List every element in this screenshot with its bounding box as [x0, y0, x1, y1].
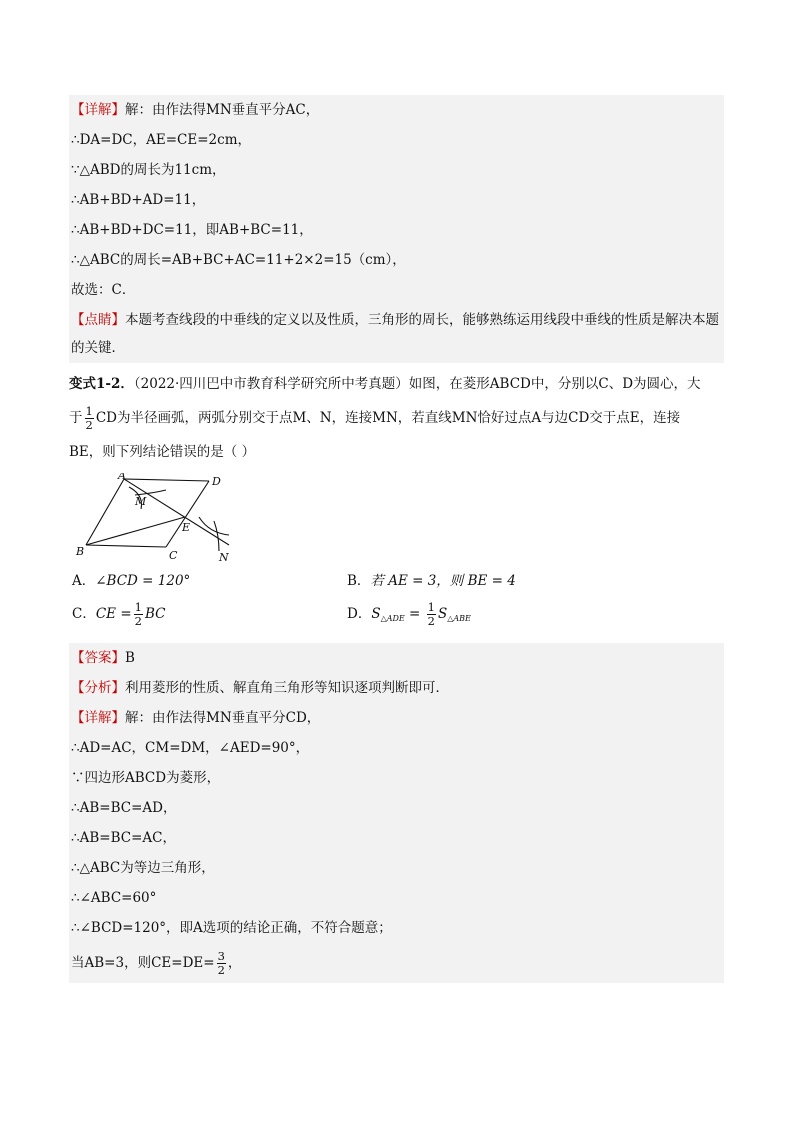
fraction: $\frac{1}{2}$ — [85, 404, 93, 432]
analysis-tag: 【分析】 — [71, 680, 125, 696]
solution-line: ∵△ABD的周长为11cm， — [71, 162, 226, 178]
side-ad — [124, 479, 209, 481]
question-text-c: BE，则下列结论错误的是（ ） — [69, 444, 256, 460]
rhombus-figure — [69, 473, 724, 565]
fraction: $\frac{3}{2}$ — [217, 949, 225, 977]
rhombus-diagram — [69, 473, 269, 565]
solution-text: 解：由作法得MN垂直平分AC， — [125, 102, 320, 118]
solution-line-last: 当AB=3，则CE=DE= $\frac{3}{2}$ ， — [71, 949, 242, 977]
analysis-text: 利用菱形的性质、解直角三角形等知识逐项判断即可． — [125, 680, 449, 696]
comment-text: 本题考查线段的中垂线的定义以及性质，三角形的周长，能够熟练运用线段中垂线的性质是解决本题的关键． — [71, 312, 719, 356]
solution-line: ∴∠BCD=120°，即A选项的结论正确，不符合题意； — [71, 920, 392, 936]
label-n: N — [219, 551, 229, 564]
solution-line: ∴△ABC为等边三角形， — [71, 860, 215, 876]
label-d: D — [212, 475, 221, 488]
detail-tag: 【详解】 — [71, 710, 125, 726]
solution-line: ∴AB=BC=AD， — [71, 800, 177, 816]
label-c: C — [169, 549, 178, 562]
question-text-b-post: CD为半径画弧，两弧分别交于点M、N，连接MN，若直线MN恰好过点A与边CD交于点E，连接 — [95, 410, 681, 426]
comment-paragraph — [69, 305, 724, 363]
solution-line: ∴AB+BD+DC=11，即AB+BC=11， — [71, 222, 313, 238]
detail-tag: 【详解】 — [71, 102, 125, 118]
solution-line: ∵四边形ABCD为菱形， — [71, 770, 221, 786]
options — [69, 565, 724, 643]
option-a[interactable]: A．∠BCD = 120° — [72, 573, 191, 589]
solution-line — [69, 95, 724, 125]
question-source: （2022·四川巴中市教育科学研究所中考真题） — [133, 376, 409, 392]
question-label: 变式1-2． — [69, 376, 134, 392]
answer-line — [69, 643, 724, 673]
label-a: A — [118, 473, 126, 482]
arc-n-1 — [199, 517, 229, 535]
solution-line: ∴DA=DC，AE=CE=2cm， — [71, 132, 251, 148]
side-cb — [86, 545, 166, 547]
option-d[interactable]: D．$S_{\triangle ADE}$ = $\frac{1}{2}$ $S_{\triangle ABE}$ — [347, 600, 471, 628]
option-c[interactable]: C．CE = $\frac{1}{2}$ BC — [72, 600, 166, 628]
comment-tag: 【点睛】 — [71, 312, 125, 328]
option-b[interactable]: B．若 AE = 3，则 BE = 4 — [347, 573, 516, 589]
solution-line: ∴△ABC的周长=AB+BC+AC=11+2×2=15（cm）， — [71, 252, 406, 268]
label-m: M — [135, 495, 147, 508]
solution-line: ∴AB+BD+AD=11， — [71, 192, 206, 208]
label-b: B — [76, 545, 85, 558]
side-ba — [86, 479, 124, 545]
label-e: E — [182, 521, 191, 534]
fraction: $\frac{1}{2}$ — [134, 600, 142, 628]
page-content — [69, 95, 724, 983]
solution-line: 故选：C． — [71, 282, 136, 298]
question-text-b-pre: 于 — [69, 410, 83, 426]
analysis-line — [69, 673, 724, 703]
solution-line: ∴AD=AC，CM=DM，∠AED=90°， — [71, 740, 310, 756]
line-mn — [124, 479, 229, 545]
side-dc — [166, 481, 209, 547]
solution-line: ∴AB=BC=AC， — [71, 830, 176, 846]
solution-block-1 — [69, 95, 724, 363]
question-text-a: 如图，在菱形ABCD中，分别以C、D为圆心，大 — [408, 376, 701, 392]
solution-line: ∴∠ABC=60° — [71, 890, 157, 906]
solution-line: 【详解】解：由作法得MN垂直平分CD， — [71, 710, 321, 726]
fraction: $\frac{1}{2}$ — [427, 600, 435, 628]
answer-tag: 【答案】 — [71, 650, 125, 666]
question-stem — [69, 367, 724, 467]
answer-value: B — [125, 650, 135, 666]
solution-block-2 — [69, 643, 724, 983]
